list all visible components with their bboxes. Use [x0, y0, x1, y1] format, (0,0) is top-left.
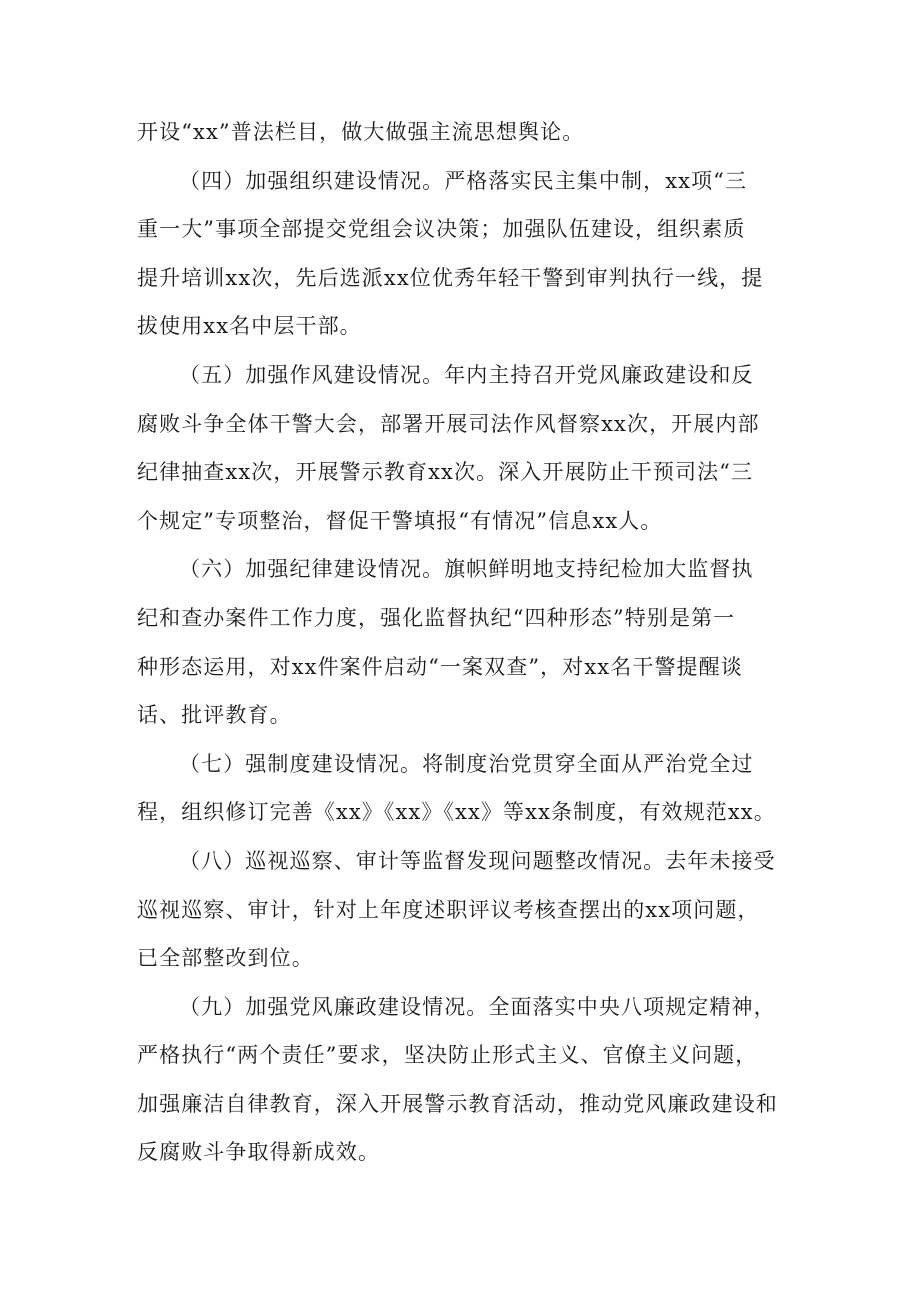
paragraph-integrity — [137, 983, 795, 1177]
text-line: （八）巡视巡察、审计等监督发现问题整改情况。去年未接受 — [179, 848, 776, 873]
text-line: 反腐败斗争取得新成效。 — [137, 1140, 381, 1165]
text-line: 严格执行“两个责任”要求，坚决防止形式主义、官僚主义问题， — [137, 1043, 758, 1068]
text-line: （九）加强党风廉政建设情况。全面落实中央八项规定精神， — [179, 994, 776, 1019]
text-line: 纪和查办案件工作力度，强化监督执纪“四种形态”特别是第一 — [137, 605, 736, 630]
text-line: 纪律抽查xx次，开展警示教育xx次。深入开展防止干预司法“三 — [137, 460, 754, 485]
text-line: 腐败斗争全体干警大会，部署开展司法作风督察xx次，开展内部 — [137, 411, 760, 436]
paragraph-work-style — [137, 351, 795, 545]
text-line: 程，组织修订完善《xx》《xx》《xx》等xx条制度，有效规范xx。 — [137, 800, 776, 825]
paragraph-organization — [137, 157, 795, 351]
paragraph-continuation — [137, 108, 795, 157]
text-line: （五）加强作风建设情况。年内主持召开党风廉政建设和反 — [179, 362, 754, 387]
text-line: 话、批评教育。 — [137, 703, 292, 728]
text-line: 个规定”专项整治，督促干警填报“有情况”信息xx人。 — [137, 508, 663, 533]
paragraph-institutions — [137, 740, 795, 837]
text-line: 巡视巡察、审计，针对上年度述职评议考核查摆出的xx项问题， — [137, 897, 760, 922]
text-line: （七）强制度建设情况。将制度治党贯穿全面从严治党全过 — [179, 751, 754, 776]
text-line: 重一大”事项全部提交党组会议决策；加强队伍建设，组织素质 — [137, 217, 746, 242]
text-line: （四）加强组织建设情况。严格落实民主集中制，xx项“三 — [179, 168, 748, 193]
text-line: 种形态运用，对xx件案件启动“一案双查”，对xx名干警提醒谈 — [137, 654, 743, 679]
text-line: 开设“xx”普法栏目，做大做强主流思想舆论。 — [137, 120, 585, 144]
text-line: 已全部整改到位。 — [137, 946, 314, 971]
text-line: 加强廉洁自律教育，深入开展警示教育活动，推动党风廉政建设和 — [137, 1091, 778, 1116]
paragraph-discipline — [137, 545, 795, 739]
text-line: 拔使用xx名中层干部。 — [137, 314, 362, 339]
text-line: 提升培训xx次，先后选派xx位优秀年轻干警到审判执行一线，提 — [137, 265, 764, 290]
document-body — [137, 108, 795, 1177]
text-line: （六）加强纪律建设情况。旗帜鲜明地支持纪检加大监督执 — [179, 557, 754, 582]
paragraph-rectification — [137, 837, 795, 983]
